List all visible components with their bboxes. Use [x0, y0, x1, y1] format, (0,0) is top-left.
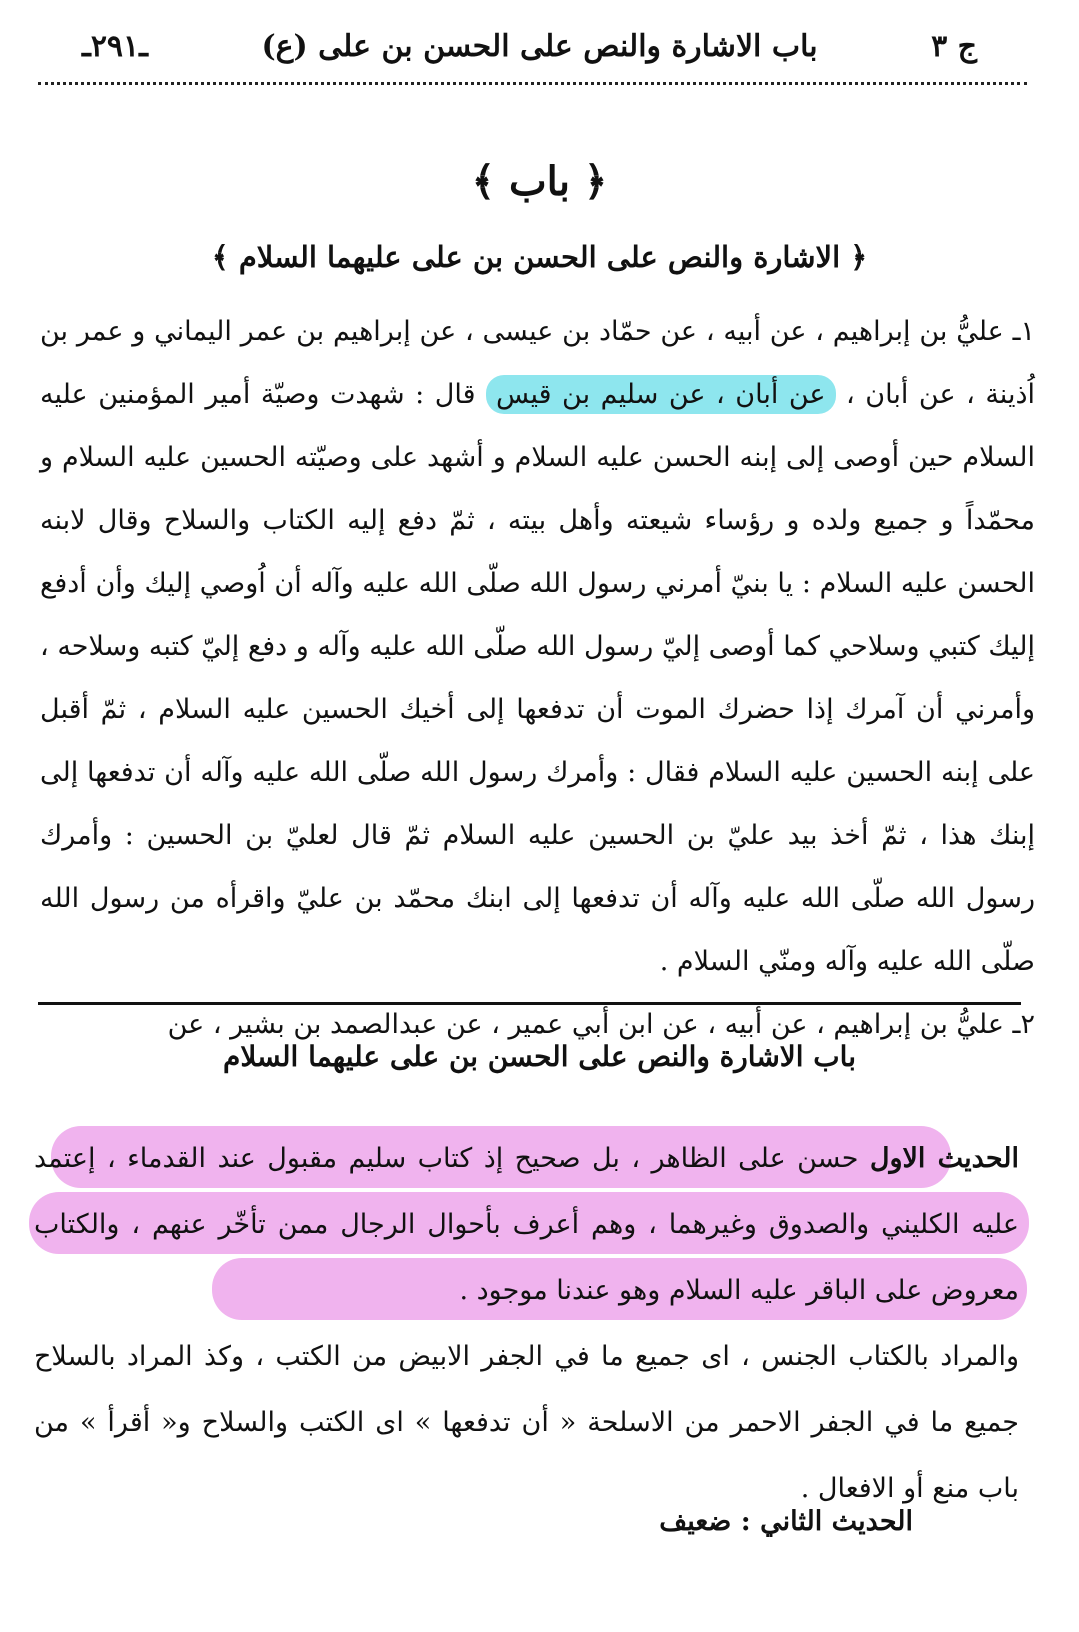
main-text [40, 300, 1035, 1056]
header-dotted-rule [38, 82, 1027, 85]
commentary-text [34, 1126, 1019, 1522]
chapter-heading: ﴿ باب ﴾ [471, 158, 608, 205]
first-hadith-label: الحديث الاول [869, 1143, 1020, 1174]
second-hadith-label: الحديث الثاني : ضعيف [659, 1506, 913, 1537]
page-number: ـ٢٩١ـ [82, 28, 148, 64]
first-hadith-text: حسن على الظاهر ، بل صحيح إذ كتاب سليم مقبول عند القدماء ، إعتمد عليه الكليني والصدوق وغيرهما ، وهم أعرف بأحوال الرجال ممن تأخّر عنهم ، والكتاب معروض على الباقر عليه السلام وهو عندنا موجود . [34, 1143, 1019, 1306]
hadith-1-chain-start: ١ـ عليُّ بن إبراهيم ، عن أبيه ، عن حمّاد بن عيسى ، عن إبراهيم بن عمر اليماني و عمر بن اُذينة ، عن أبان ، [40, 316, 1035, 410]
hadith-1-body: قال : شهدت وصيّة أمير المؤمنين عليه السلام حين أوصى إلى إبنه الحسن عليه السلام و أشهد على وصيّته الحسين عليه السلام و محمّداً و جميع ولده و رؤساء شيعته وأهل بيته ، ثمّ دفع إليه الكتاب والسلاح وقال لابنه الحسن عليه السلام : يا بنيّ أمرني رسول الله صلّى الله عليه وآله أن اُوصي إليك وأن أدفع إليك كتبي وسلاحي كما أوصى إليّ رسول الله صلّى الله عليه وآله و دفع إليّ كتبه وسلاحه ، وأمرني أن آمرك إذا حضرك الموت أن تدفعها إلى أخيك الحسين عليه السلام ، ثمّ أقبل على إبنه الحسين عليه السلام فقال : وأمرك رسول الله صلّى الله عليه وآله أن تدفعها إلى إبنك هذا ، ثمّ أخذ بيد عليّ بن الحسين عليه السلام ثمّ قال لعليّ بن الحسين : وأمرك رسول الله صلّى الله عليه وآله أن تدفعها إلى ابنك محمّد بن عليّ واقرأه من رسول الله صلّى الله عليه وآله ومنّي السلام . [40, 379, 1035, 977]
running-title: باب الاشارة والنص على الحسن بن على (ع) [261, 28, 818, 64]
running-header [42, 18, 1037, 74]
commentary-first-hadith [34, 1126, 1019, 1324]
hadith-1-highlight: عن أبان ، عن سليم بن قيس [486, 375, 835, 414]
commentary-explanation: والمراد بالكتاب الجنس ، اى جميع ما في الجفر الابيض من الكتب ، وكذ المراد بالسلاح جميع ما في الجفر الاحمر من الاسلحة « أن تدفعها » اى الكتب والسلاح و« أقرأ » من باب منع أو الافعال . [34, 1341, 1019, 1504]
footnote-separator [38, 1002, 1021, 1005]
volume-label: ج ٣ [931, 28, 977, 64]
hadith-2: ٢ـ عليُّ بن إبراهيم ، عن أبيه ، عن ابن أبي عمير ، عن عبدالصمد بن بشير ، عن [167, 1009, 1035, 1040]
hadith-1 [40, 300, 1035, 993]
chapter-title: ﴿ الاشارة والنص على الحسن بن على عليهما السلام ﴾ [211, 240, 868, 274]
commentary-title: باب الاشارة والنص على الحسن بن على عليهما السلام [223, 1040, 856, 1073]
